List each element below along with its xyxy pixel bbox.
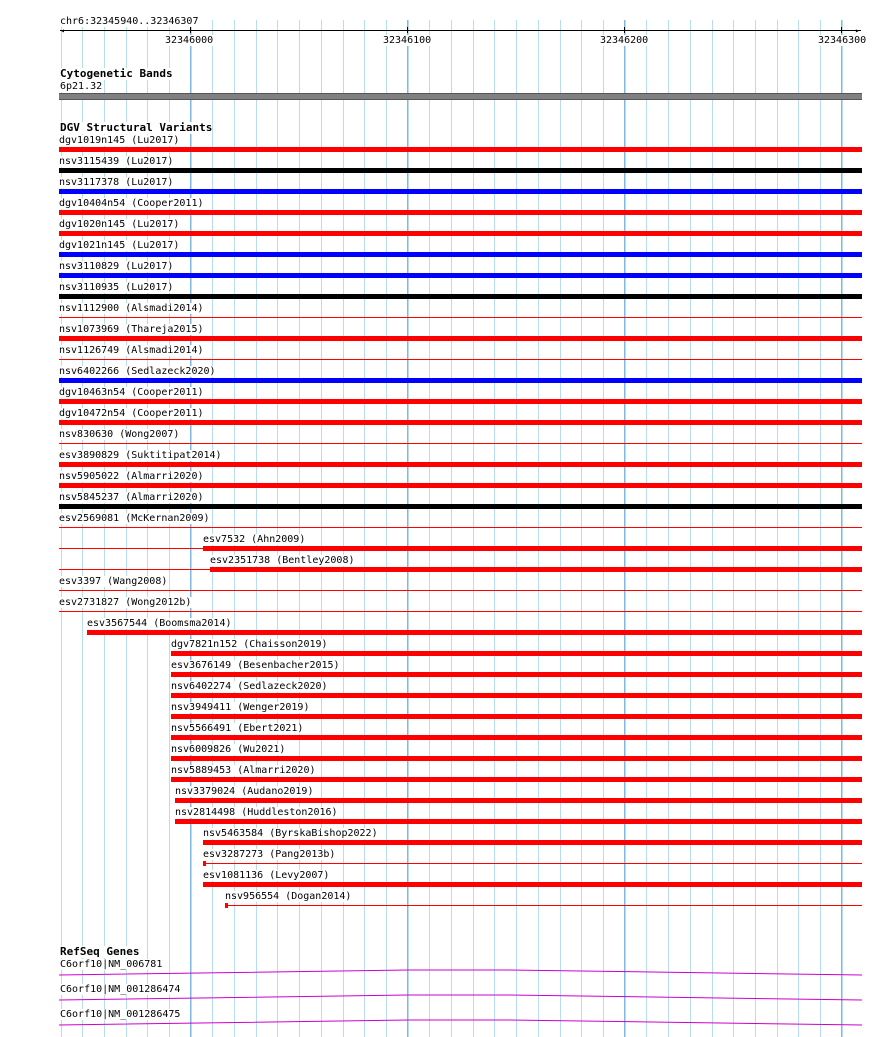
- dgv-feature-bar[interactable]: [59, 147, 862, 152]
- dgv-feature-label[interactable]: nsv5463584 (ByrskaBishop2022): [203, 828, 378, 839]
- dgv-feature-bar[interactable]: [59, 420, 862, 425]
- dgv-feature-label[interactable]: esv3397 (Wang2008): [59, 576, 168, 587]
- ruler-tick-label: 32346200: [600, 35, 649, 46]
- dgv-feature-bar[interactable]: [59, 590, 862, 591]
- dgv-feature-connector: [59, 548, 203, 549]
- dgv-feature-label[interactable]: dgv7821n152 (Chaisson2019): [171, 639, 328, 650]
- dgv-feature-label[interactable]: nsv6402274 (Sedlazeck2020): [171, 681, 328, 692]
- dgv-feature-bar[interactable]: [59, 294, 862, 299]
- dgv-feature-label[interactable]: esv3676149 (Besenbacher2015): [171, 660, 340, 671]
- dgv-feature-label[interactable]: esv3287273 (Pang2013b): [203, 849, 336, 860]
- dgv-feature-bar[interactable]: [59, 443, 862, 444]
- ruler-tick: [190, 27, 191, 33]
- dgv-feature-label[interactable]: esv7532 (Ahn2009): [203, 534, 306, 545]
- refseq-gene-label[interactable]: C6orf10|NM_001286475: [60, 1009, 181, 1020]
- dgv-feature-bar[interactable]: [59, 527, 862, 528]
- dgv-feature-label[interactable]: nsv1126749 (Alsmadi2014): [59, 345, 204, 356]
- dgv-feature-bar[interactable]: [171, 672, 862, 677]
- dgv-feature-bar[interactable]: [59, 359, 862, 360]
- refseq-gene-label[interactable]: C6orf10|NM_006781: [60, 959, 163, 970]
- dgv-feature-label[interactable]: dgv1021n145 (Lu2017): [59, 240, 180, 251]
- refseq-track-title[interactable]: RefSeq Genes: [60, 945, 140, 958]
- ruler-axis: [60, 30, 861, 31]
- dgv-feature-start-mark: [225, 903, 228, 908]
- dgv-feature-bar[interactable]: [59, 611, 862, 612]
- dgv-feature-bar[interactable]: [171, 651, 862, 656]
- dgv-feature-label[interactable]: esv2569081 (McKernan2009): [59, 513, 210, 524]
- cytoband-label: 6p21.32: [60, 81, 103, 92]
- dgv-feature-bar[interactable]: [171, 714, 862, 719]
- dgv-feature-label[interactable]: nsv6009826 (Wu2021): [171, 744, 286, 755]
- ruler-tick-label: 32346000: [165, 35, 214, 46]
- dgv-feature-bar[interactable]: [203, 863, 862, 864]
- dgv-feature-label[interactable]: nsv5889453 (Almarri2020): [171, 765, 316, 776]
- dgv-feature-label[interactable]: dgv1020n145 (Lu2017): [59, 219, 180, 230]
- dgv-feature-bar[interactable]: [171, 735, 862, 740]
- ruler-tick-label: 32346300: [818, 35, 867, 46]
- refseq-gene-intron[interactable]: [59, 995, 862, 1001]
- dgv-feature-label[interactable]: nsv3379024 (Audano2019): [175, 786, 314, 797]
- gene-intron-line: [59, 995, 862, 1000]
- gene-intron-line: [59, 970, 862, 975]
- ruler-tick: [624, 27, 625, 33]
- dgv-feature-label[interactable]: nsv956554 (Dogan2014): [225, 891, 352, 902]
- dgv-track-title[interactable]: DGV Structural Variants: [60, 121, 213, 134]
- dgv-feature-label[interactable]: esv1081136 (Levy2007): [203, 870, 330, 881]
- dgv-feature-bar[interactable]: [210, 567, 862, 572]
- dgv-feature-bar[interactable]: [171, 777, 862, 782]
- dgv-feature-label[interactable]: nsv3949411 (Wenger2019): [171, 702, 310, 713]
- dgv-feature-bar[interactable]: [203, 840, 862, 845]
- ruler-right-arrow: ▸: [855, 26, 860, 35]
- dgv-feature-label[interactable]: esv2731827 (Wong2012b): [59, 597, 192, 608]
- dgv-feature-bar[interactable]: [59, 317, 862, 318]
- dgv-feature-label[interactable]: esv3567544 (Boomsma2014): [87, 618, 232, 629]
- ruler-tick: [407, 27, 408, 33]
- dgv-feature-bar[interactable]: [175, 819, 862, 824]
- ruler-tick: [841, 27, 842, 33]
- dgv-feature-label[interactable]: nsv3115439 (Lu2017): [59, 156, 174, 167]
- dgv-feature-bar[interactable]: [171, 693, 862, 698]
- dgv-feature-bar[interactable]: [59, 189, 862, 194]
- dgv-feature-label[interactable]: dgv10472n54 (Cooper2011): [59, 408, 204, 419]
- dgv-feature-bar[interactable]: [59, 378, 862, 383]
- dgv-feature-bar[interactable]: [203, 882, 862, 887]
- dgv-feature-label[interactable]: nsv1112900 (Alsmadi2014): [59, 303, 204, 314]
- dgv-feature-label[interactable]: nsv1073969 (Thareja2015): [59, 324, 204, 335]
- gene-intron-line: [59, 1020, 862, 1025]
- refseq-gene-label[interactable]: C6orf10|NM_001286474: [60, 984, 181, 995]
- dgv-feature-label[interactable]: esv2351738 (Bentley2008): [210, 555, 355, 566]
- dgv-feature-bar[interactable]: [203, 546, 862, 551]
- dgv-feature-bar[interactable]: [59, 231, 862, 236]
- dgv-feature-label[interactable]: nsv3110829 (Lu2017): [59, 261, 174, 272]
- dgv-feature-bar[interactable]: [171, 756, 862, 761]
- dgv-feature-bar[interactable]: [59, 336, 862, 341]
- dgv-feature-bar[interactable]: [59, 399, 862, 404]
- dgv-feature-bar[interactable]: [59, 168, 862, 173]
- dgv-feature-bar[interactable]: [59, 504, 862, 509]
- ruler-left-arrow: ◂: [60, 26, 65, 35]
- dgv-feature-bar[interactable]: [87, 630, 862, 635]
- dgv-feature-bar[interactable]: [175, 798, 862, 803]
- dgv-feature-label[interactable]: nsv5845237 (Almarri2020): [59, 492, 204, 503]
- dgv-feature-label[interactable]: nsv3110935 (Lu2017): [59, 282, 174, 293]
- dgv-feature-label[interactable]: esv3890829 (Suktitipat2014): [59, 450, 222, 461]
- dgv-feature-label[interactable]: dgv10404n54 (Cooper2011): [59, 198, 204, 209]
- dgv-feature-bar[interactable]: [225, 905, 862, 906]
- dgv-feature-label[interactable]: nsv5566491 (Ebert2021): [171, 723, 304, 734]
- dgv-feature-bar[interactable]: [59, 252, 862, 257]
- ruler-range-label: chr6:32345940..32346307: [60, 16, 199, 27]
- refseq-gene-intron[interactable]: [59, 1020, 862, 1026]
- dgv-feature-bar[interactable]: [59, 210, 862, 215]
- dgv-feature-label[interactable]: nsv3117378 (Lu2017): [59, 177, 174, 188]
- dgv-feature-connector: [59, 569, 210, 570]
- cytoband-track-title[interactable]: Cytogenetic Bands: [60, 67, 173, 80]
- dgv-feature-bar[interactable]: [59, 462, 862, 467]
- dgv-feature-label[interactable]: nsv5905022 (Almarri2020): [59, 471, 204, 482]
- refseq-gene-intron[interactable]: [59, 970, 862, 976]
- dgv-feature-label[interactable]: nsv2814498 (Huddleston2016): [175, 807, 338, 818]
- dgv-feature-label[interactable]: nsv6402266 (Sedlazeck2020): [59, 366, 216, 377]
- ruler-tick-label: 32346100: [383, 35, 432, 46]
- dgv-feature-label[interactable]: dgv1019n145 (Lu2017): [59, 135, 180, 146]
- dgv-feature-start-mark: [203, 861, 206, 866]
- dgv-feature-label[interactable]: nsv830630 (Wong2007): [59, 429, 180, 440]
- dgv-feature-bar[interactable]: [59, 273, 862, 278]
- dgv-feature-bar[interactable]: [59, 483, 862, 488]
- dgv-feature-label[interactable]: dgv10463n54 (Cooper2011): [59, 387, 204, 398]
- cytoband-bar[interactable]: [59, 93, 862, 100]
